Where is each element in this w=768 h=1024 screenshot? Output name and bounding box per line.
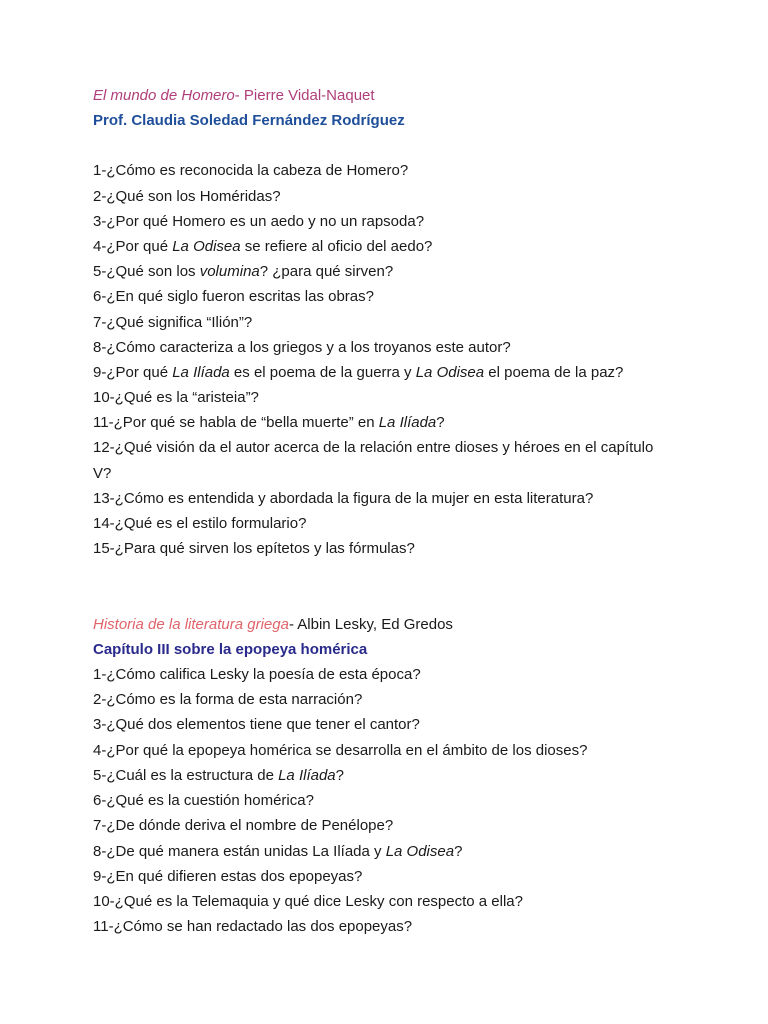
- section2-title: [93, 616, 678, 634]
- s1-question-5: [93, 263, 678, 281]
- s1-q9-mid: es el poema de la guerra y: [229, 364, 416, 381]
- s1-q11-rest: ?: [436, 414, 445, 431]
- s2-question-3: 3-¿Qué dos elementos tiene que tener el cantor?: [93, 716, 420, 733]
- s1-q4-rest: se refiere al oficio del aedo?: [240, 238, 433, 255]
- s2-question-8: [93, 843, 678, 861]
- s1-question-13: 13-¿Cómo es entendida y abordada la figura de la mujer en esta literatura?: [93, 490, 594, 507]
- s1-question-2-text: 2-¿Qué son los Homéridas?: [93, 188, 281, 205]
- s1-question-10: 10-¿Qué es la “aristeia”?: [93, 389, 259, 406]
- s2-question-5: [93, 767, 678, 785]
- s1-q4-italic: La Odisea: [172, 238, 241, 255]
- s1-question-12-cont: V?: [93, 465, 112, 482]
- s1-question-1: 1-¿Cómo es reconocida la cabeza de Homero?: [93, 162, 409, 179]
- s1-q11-italic: La Ilíada: [378, 414, 437, 431]
- s1-q4-start: 4-¿Por qué: [93, 238, 173, 255]
- s1-question-14: 14-¿Qué es el estilo formulario?: [93, 515, 307, 532]
- s2-q8-rest: ?: [454, 843, 463, 860]
- s2-q8-start: 8-¿De qué manera están unidas La Ilíada y: [93, 843, 386, 860]
- section1-title: [93, 87, 678, 105]
- s2-question-10: 10-¿Qué es la Telemaquia y qué dice Lesky con respecto a ella?: [93, 893, 523, 910]
- s1-question-9: [93, 364, 678, 382]
- s1-question-4: [93, 238, 678, 256]
- s1-q9-start: 9-¿Por qué: [93, 364, 173, 381]
- s2-question-6: 6-¿Qué es la cuestión homérica?: [93, 792, 314, 809]
- s1-q5-start: 5-¿Qué son los: [93, 263, 200, 280]
- chapter-heading: Capítulo III sobre la epopeya homérica: [93, 641, 368, 658]
- s2-question-11: 11-¿Cómo se han redactado las dos epopeyas?: [93, 918, 413, 935]
- s1-q11-start: 11-¿Por qué se habla de “bella muerte” en: [93, 414, 379, 431]
- s1-question-15: 15-¿Para qué sirven los epítetos y las fórmulas?: [93, 540, 415, 557]
- s1-question-3: 3-¿Por qué Homero es un aedo y no un rapsoda?: [93, 213, 425, 230]
- s1-q9-italic-a: La Ilíada: [172, 364, 230, 381]
- s1-q5-italic: volumina: [199, 263, 260, 280]
- s1-q9-rest: el poema de la paz?: [484, 364, 624, 381]
- s1-question-8: 8-¿Cómo caracteriza a los griegos y a los troyanos este autor?: [93, 339, 511, 356]
- s2-q5-start: 5-¿Cuál es la estructura de: [93, 767, 279, 784]
- s1-q9-italic-b: La Odisea: [415, 364, 485, 381]
- s1-question-7: 7-¿Qué significa “Ilión”?: [93, 314, 253, 331]
- s1-question-11: [93, 414, 678, 432]
- section2-book-title: Historia de la literatura griega: [93, 616, 289, 633]
- s2-q5-italic: La Ilíada: [278, 767, 336, 784]
- s2-q5-rest: ?: [335, 767, 344, 784]
- section1-book-title: El mundo de Homero: [93, 87, 235, 104]
- s1-question-2: [93, 188, 678, 206]
- s1-q5-rest: ? ¿para qué sirven?: [259, 263, 394, 280]
- s1-question-6: 6-¿En qué siglo fueron escritas las obras?: [93, 288, 374, 305]
- s2-question-1: 1-¿Cómo califica Lesky la poesía de esta época?: [93, 666, 421, 683]
- section2-author: - Albin Lesky, Ed Gredos: [288, 616, 453, 633]
- s2-question-4: 4-¿Por qué la epopeya homérica se desarrolla en el ámbito de los dioses?: [93, 742, 588, 759]
- section1-author: - Pierre Vidal-Naquet: [234, 87, 375, 104]
- s2-question-2: 2-¿Cómo es la forma de esta narración?: [93, 691, 363, 708]
- s2-question-7: 7-¿De dónde deriva el nombre de Penélope?: [93, 817, 394, 834]
- s2-question-9: 9-¿En qué difieren estas dos epopeyas?: [93, 868, 363, 885]
- s2-q8-italic: La Odisea: [385, 843, 455, 860]
- professor-name: Prof. Claudia Soledad Fernández Rodríguez: [93, 112, 405, 129]
- s1-question-12: 12-¿Qué visión da el autor acerca de la relación entre dioses y héroes en el capítulo: [93, 439, 654, 456]
